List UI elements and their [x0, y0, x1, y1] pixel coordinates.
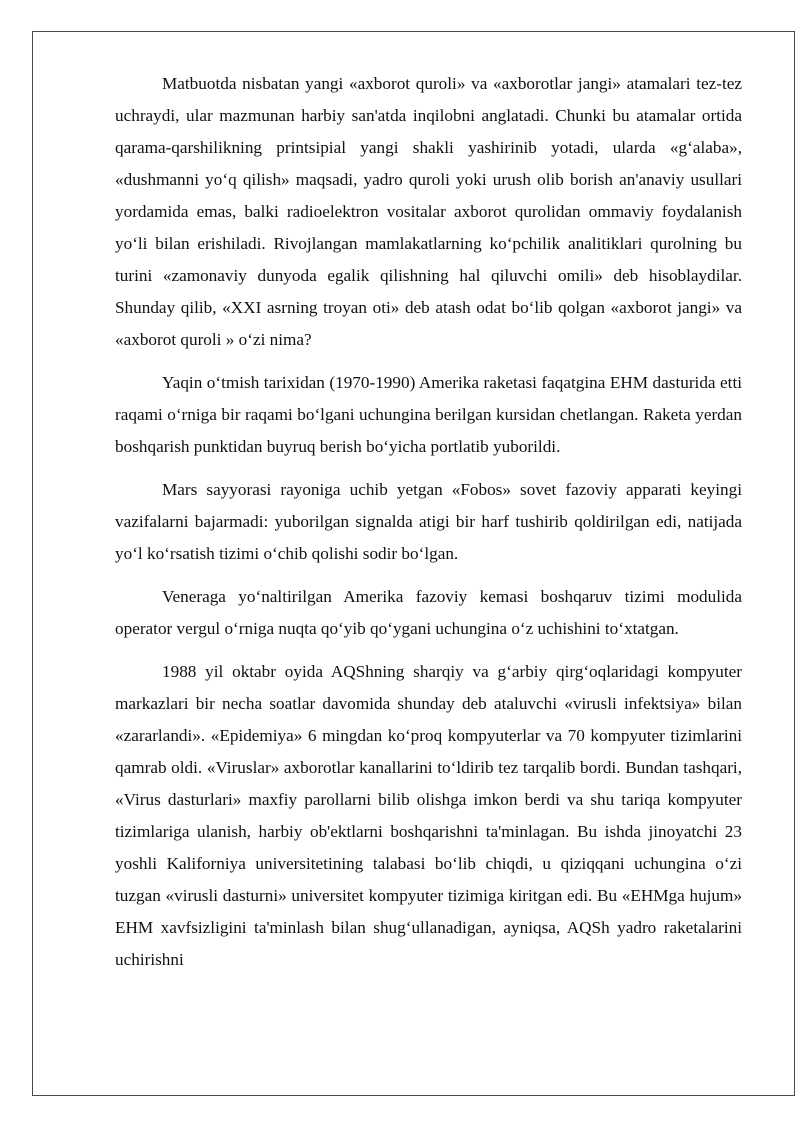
paragraph: Veneraga yo‘naltirilgan Amerika fazoviy kemasi boshqaruv tizimi modulida operator vergul o‘rniga nuqta qo‘yib qo‘ygani uchungina o‘z uchishini to‘xtatgan. — [115, 587, 742, 638]
paragraph: Matbuotda nisbatan yangi «axborot quroli» va «axborotlar jangi» atamalari tez-tez uchraydi, ular mazmunan harbiy san'atda inqilobni anglatadi. Chunki bu atamalar ortida qarama-qarshilikning printsipial yangi shakli yashirinib yotadi, ularda «g‘alaba», «dushmanni yo‘q qilish» maqsadi, yadro quroli yoki urush olib borish an'anaviy usullari yordamida emas, balki radioelektron vositalar axborot qurolidan ommaviy foydalanish yo‘li bilan erishiladi. Rivojlangan mamlakatlarning ko‘pchilik analitiklari qurolning bu turini «zamonaviy dunyoda egalik qilishning hal qiluvchi omili» deb hisoblaydilar. Shunday qilib, «XXI asrning troyan oti» deb atash odat bo‘lib qolgan «axborot jangi» va «axborot quroli » o‘zi nima? — [115, 74, 742, 349]
paragraph: Mars sayyorasi rayoniga uchib yetgan «Fobos» sovet fazoviy apparati keyingi vazifalarni bajarmadi: yuborilgan signalda atigi bir harf tushirib qoldirilgan edi, natijada yo‘l ko‘rsatish tizimi o‘chib qolishi sodir bo‘lgan. — [115, 480, 742, 563]
document-body — [115, 68, 742, 987]
paragraph: Yaqin o‘tmish tarixidan (1970-1990) Amerika raketasi faqatgina EHM dasturida etti raqami o‘rniga bir raqami bo‘lgani uchungina berilgan kursidan chetlangan. Raketa yerdan boshqarish punktidan buyruq berish bo‘yicha portlatib yuborildi. — [115, 373, 742, 456]
paragraph: 1988 yil oktabr oyida AQShning sharqiy va g‘arbiy qirg‘oqlaridagi kompyuter markazlari bir necha soatlar davomida shunday deb ataluvchi «virusli infektsiya» bilan «zararlandi». «Epidemiya» 6 mingdan ko‘proq kompyuterlar va 70 kompyuter tizimlarini qamrab oldi. «Viruslar» axborotlar kanallarini to‘ldirib tez tarqalib bordi. Bundan tashqari, «Virus dasturlari» maxfiy parollarni bilib olishga imkon berdi va shu tariqa kompyuter tizimlariga ulanish, harbiy ob'ektlarni boshqarishni ta'minlagan. Bu ishda jinoyatchi 23 yoshli Kaliforniya universitetining talabasi bo‘lib chiqdi, u qiziqqani uchungina o‘zi tuzgan «virusli dasturni» universitet kompyuter tizimiga kiritgan edi. Bu «EHMga hujum» EHM xavfsizligini ta'minlash bilan shug‘ullanadigan, ayniqsa, AQSh yadro raketalarini uchirishni — [115, 662, 742, 969]
